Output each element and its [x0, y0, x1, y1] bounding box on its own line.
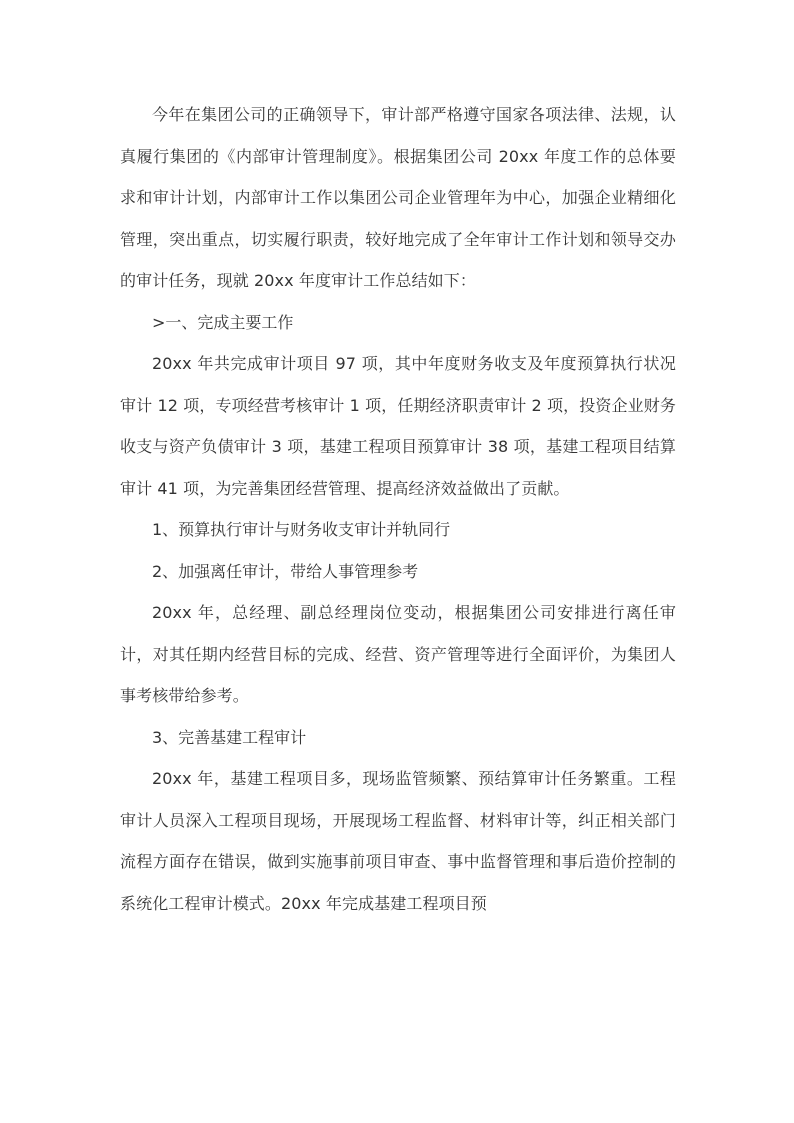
intro-paragraph: 今年在集团公司的正确领导下，审计部严格遵守国家各项法律、法规，认真履行集团的《内部审计管理制度》。根据集团公司 20xx 年度工作的总体要求和审计计划，内部审计工作以集团公司企业管理年为中心，加强企业精细化管理，突出重点，切实履行职责，较好地完成了全年审计工作计划和领导交办的审计任务，现就 20xx 年度审计工作总结如下：: [120, 105, 676, 290]
subheading-construction-audit: 3、完善基建工程审计: [152, 727, 307, 747]
subheading-budget-audit: 1、预算执行审计与财务收支审计并轨同行: [152, 520, 451, 539]
main-work-paragraph: 20xx 年共完成审计项目 97 项，其中年度财务收支及年度预算执行状况审计 12 项，专项经营考核审计 1 项，任期经济职责审计 2 项，投资企业财务收支与资产负债审计 3 项，基建工程项目预算审计 38 项，基建工程项目结算审计 41 项，为完善集团经营管理、提高经济效益做出了贡献。: [120, 354, 676, 498]
section-heading-main-work: >一、完成主要工作: [152, 312, 294, 332]
construction-audit-paragraph: 20xx 年，基建工程项目多，现场监管频繁、预结算审计任务繁重。工程审计人员深入工程项目现场，开展现场工程监督、材料审计等，纠正相关部门流程方面存在错误，做到实施事前项目审查、事中监督管理和事后造价控制的系统化工程审计模式。20xx 年完成基建工程项目预: [120, 769, 676, 913]
subheading-departure-audit: 2、加强离任审计，带给人事管理参考: [152, 561, 419, 581]
departure-audit-paragraph: 20xx 年，总经理、副总经理岗位变动，根据集团公司安排进行离任审计，对其任期内经营目标的完成、经营、资产管理等进行全面评价，为集团人事考核带给参考。: [120, 603, 676, 705]
document-page: [120, 94, 676, 924]
